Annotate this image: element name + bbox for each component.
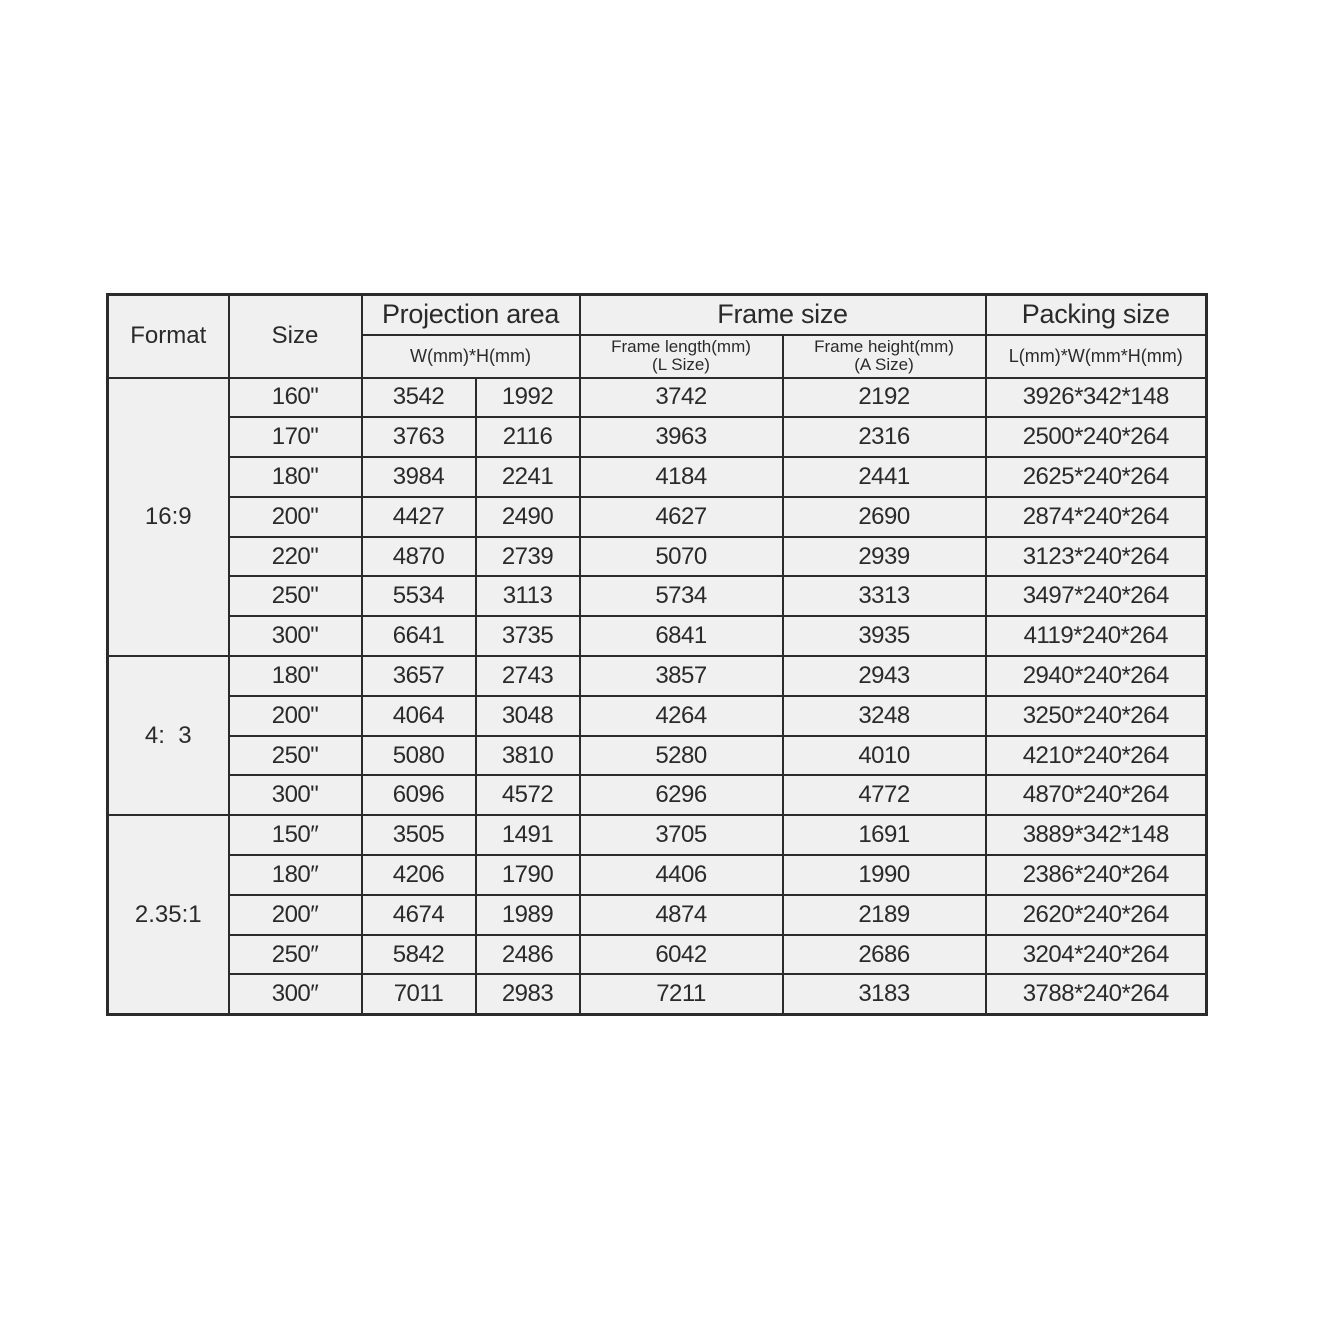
packing-size-cell: 3788*240*264 [986,974,1207,1014]
table-row [108,855,1207,895]
projection-width-cell: 4870 [362,537,476,577]
header-frame-length [580,335,783,378]
frame-height-cell: 2939 [783,537,986,577]
size-cell: 160" [229,378,362,418]
table-header [108,295,1207,378]
projection-width-cell: 5534 [362,576,476,616]
projection-width-cell: 5842 [362,935,476,975]
table-row [108,974,1207,1014]
projection-width-cell: 7011 [362,974,476,1014]
packing-size-cell: 2620*240*264 [986,895,1207,935]
packing-size-cell: 2386*240*264 [986,855,1207,895]
table-row [108,696,1207,736]
frame-length-cell: 5734 [580,576,783,616]
frame-length-cell: 7211 [580,974,783,1014]
header-frame-height [783,335,986,378]
projection-height-cell: 2116 [476,417,580,457]
frame-length-cell: 4874 [580,895,783,935]
projection-width-cell: 3505 [362,815,476,855]
projection-width-cell: 3542 [362,378,476,418]
projection-width-cell: 6641 [362,616,476,656]
size-cell: 150″ [229,815,362,855]
frame-height-cell: 2943 [783,656,986,696]
frame-height-cell: 2316 [783,417,986,457]
projection-width-cell: 4674 [362,895,476,935]
frame-length-cell: 3705 [580,815,783,855]
frame-height-cell: 3313 [783,576,986,616]
size-cell: 300" [229,775,362,815]
projection-width-cell: 4427 [362,497,476,537]
projection-height-cell: 1790 [476,855,580,895]
table-row [108,775,1207,815]
frame-height-cell: 4772 [783,775,986,815]
packing-size-cell: 2940*240*264 [986,656,1207,696]
packing-size-cell: 3123*240*264 [986,537,1207,577]
packing-size-cell: 2874*240*264 [986,497,1207,537]
spec-table [106,293,1208,1016]
size-cell: 170" [229,417,362,457]
size-cell: 220" [229,537,362,577]
projection-width-cell: 3657 [362,656,476,696]
packing-size-cell: 3926*342*148 [986,378,1207,418]
projection-height-cell: 4572 [476,775,580,815]
projection-width-cell: 4064 [362,696,476,736]
projection-height-cell: 3113 [476,576,580,616]
table-row [108,895,1207,935]
table-row [108,417,1207,457]
frame-height-cell: 3248 [783,696,986,736]
packing-size-cell: 3250*240*264 [986,696,1207,736]
projection-width-cell: 3984 [362,457,476,497]
frame-length-cell: 3857 [580,656,783,696]
format-cell: 4: 3 [108,656,229,815]
table-row [108,457,1207,497]
format-cell: 2.35:1 [108,815,229,1014]
frame-length-cell: 5280 [580,736,783,776]
projection-height-cell: 2739 [476,537,580,577]
frame-length-cell: 6841 [580,616,783,656]
frame-height-cell: 3183 [783,974,986,1014]
size-cell: 200" [229,497,362,537]
frame-length-note: (L Size) [652,355,710,374]
projection-height-cell: 1992 [476,378,580,418]
projection-height-cell: 3735 [476,616,580,656]
frame-length-cell: 4264 [580,696,783,736]
frame-length-label: Frame length(mm) [611,337,751,356]
size-cell: 250″ [229,935,362,975]
size-cell: 250" [229,736,362,776]
projection-height-cell: 2490 [476,497,580,537]
header-packing-sub: L(mm)*W(mm*H(mm) [986,335,1207,378]
frame-length-cell: 4406 [580,855,783,895]
format-cell: 16:9 [108,378,229,657]
table-row [108,378,1207,418]
projection-height-cell: 1989 [476,895,580,935]
packing-size-cell: 2625*240*264 [986,457,1207,497]
table-row [108,497,1207,537]
header-format: Format [108,295,229,378]
projection-width-cell: 6096 [362,775,476,815]
table-row [108,656,1207,696]
table-row [108,815,1207,855]
frame-length-cell: 5070 [580,537,783,577]
size-cell: 250" [229,576,362,616]
table-row [108,576,1207,616]
frame-length-cell: 3963 [580,417,783,457]
frame-height-cell: 2686 [783,935,986,975]
projection-height-cell: 2743 [476,656,580,696]
frame-height-cell: 2441 [783,457,986,497]
frame-length-cell: 4627 [580,497,783,537]
projection-height-cell: 2983 [476,974,580,1014]
table-body [108,378,1207,1015]
size-cell: 200″ [229,895,362,935]
projection-width-cell: 3763 [362,417,476,457]
frame-height-label: Frame height(mm) [814,337,954,356]
size-cell: 180" [229,457,362,497]
header-size: Size [229,295,362,378]
frame-length-cell: 3742 [580,378,783,418]
table-row [108,935,1207,975]
projection-height-cell: 3810 [476,736,580,776]
table-row [108,537,1207,577]
header-projection-area: Projection area [362,295,580,335]
projection-width-cell: 5080 [362,736,476,776]
frame-length-cell: 6042 [580,935,783,975]
frame-height-note: (A Size) [854,355,914,374]
table-row [108,736,1207,776]
header-projection-sub: W(mm)*H(mm) [362,335,580,378]
projection-width-cell: 4206 [362,855,476,895]
size-cell: 180" [229,656,362,696]
projection-height-cell: 2241 [476,457,580,497]
packing-size-cell: 3889*342*148 [986,815,1207,855]
header-frame-size: Frame size [580,295,986,335]
packing-size-cell: 3204*240*264 [986,935,1207,975]
frame-height-cell: 1990 [783,855,986,895]
frame-height-cell: 1691 [783,815,986,855]
frame-height-cell: 2189 [783,895,986,935]
header-packing-size: Packing size [986,295,1207,335]
size-cell: 300" [229,616,362,656]
packing-size-cell: 2500*240*264 [986,417,1207,457]
size-cell: 200" [229,696,362,736]
frame-length-cell: 4184 [580,457,783,497]
projection-height-cell: 2486 [476,935,580,975]
frame-height-cell: 4010 [783,736,986,776]
packing-size-cell: 3497*240*264 [986,576,1207,616]
frame-length-cell: 6296 [580,775,783,815]
projection-height-cell: 3048 [476,696,580,736]
packing-size-cell: 4210*240*264 [986,736,1207,776]
projection-height-cell: 1491 [476,815,580,855]
packing-size-cell: 4119*240*264 [986,616,1207,656]
frame-height-cell: 3935 [783,616,986,656]
size-cell: 300″ [229,974,362,1014]
size-cell: 180″ [229,855,362,895]
frame-height-cell: 2690 [783,497,986,537]
frame-height-cell: 2192 [783,378,986,418]
packing-size-cell: 4870*240*264 [986,775,1207,815]
table-row [108,616,1207,656]
